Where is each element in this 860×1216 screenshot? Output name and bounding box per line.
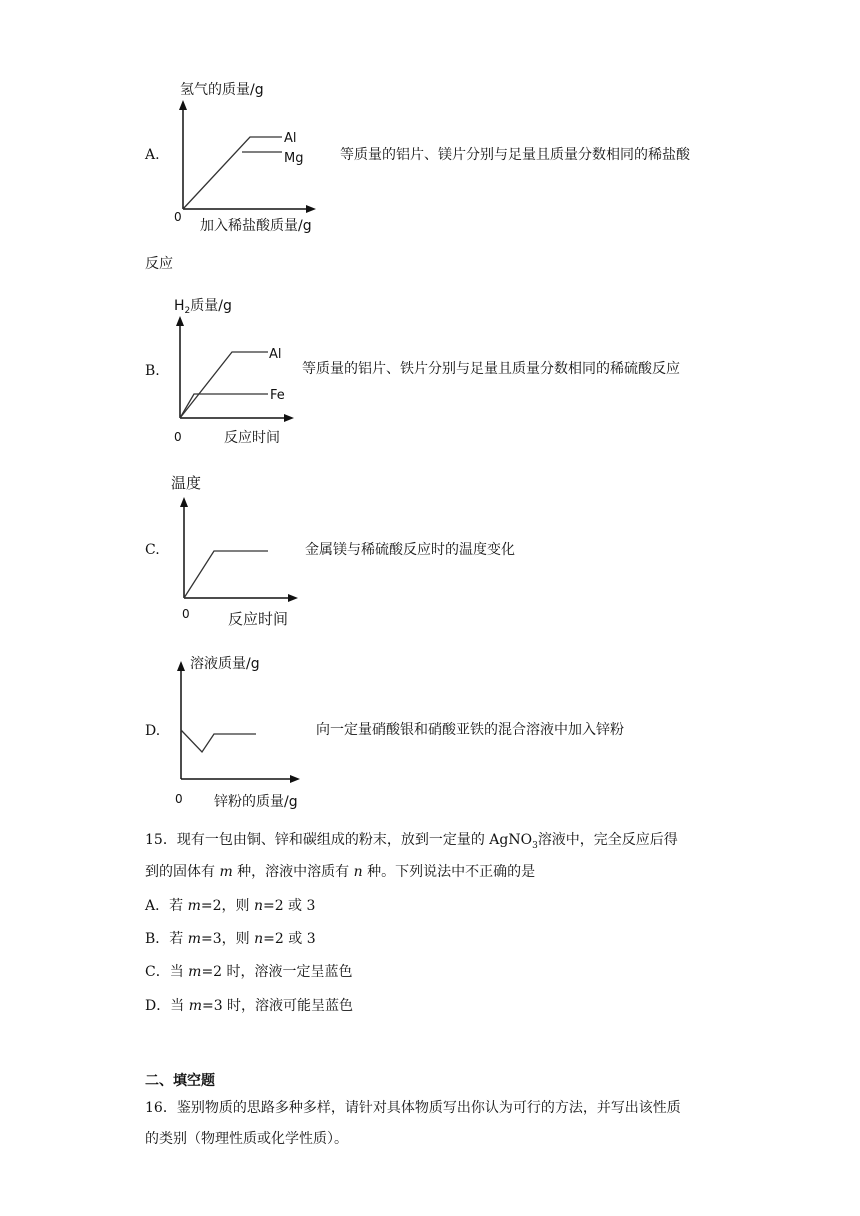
chart-d-y-arrow [177, 661, 185, 671]
chart-a-series-mg: Mg [284, 151, 304, 166]
option-a-desc-cont: 反应 [145, 256, 173, 272]
option-c-letter: C. [145, 542, 160, 558]
option-c-desc: 金属镁与稀硫酸反应时的温度变化 [305, 542, 515, 558]
q15-choice-d: D．当 m=3 时，溶液可能呈蓝色 [145, 998, 354, 1014]
chart-a [170, 76, 340, 236]
q15-choice-a: A．若 m=2，则 n=2 或 3 [145, 898, 316, 914]
chart-a-origin: 0 [174, 210, 182, 224]
option-b-desc: 等质量的铝片、铁片分别与足量且质量分数相同的稀硫酸反应 [302, 361, 680, 377]
option-a-letter: A. [145, 147, 160, 163]
chart-d-xlabel: 锌粉的质量/g [214, 794, 298, 810]
q16-line1: 16．鉴别物质的思路多种多样，请针对具体物质写出你认为可行的方法，并写出该性质 [145, 1100, 681, 1116]
chart-c-line [184, 551, 268, 598]
chart-a-xlabel: 加入稀盐酸质量/g [200, 218, 312, 234]
chart-b-x-arrow [284, 414, 294, 422]
option-d-desc: 向一定量硝酸银和硝酸亚铁的混合溶液中加入锌粉 [316, 722, 624, 738]
q15-choice-c: C．当 m=2 时，溶液一定呈蓝色 [145, 964, 353, 980]
q15-line1: 15．现有一包由铜、锌和碳组成的粉末，放到一定量的 AgNO$_3$溶液中，完全反应后得 [145, 832, 678, 851]
chart-b-series-al: Al [269, 347, 282, 362]
chart-c-x-arrow [288, 594, 298, 602]
q15-line2: 到的固体有 m 种，溶液中溶质有 n 种。下列说法中不正确的是 [145, 864, 536, 880]
chart-b-series-fe: Fe [270, 388, 285, 403]
chart-a-x-arrow [306, 205, 316, 213]
chart-b-line-fe [180, 394, 268, 418]
chart-a-y-arrow [179, 100, 187, 110]
chart-b-line-al [180, 352, 268, 418]
q16-line2: 的类别（物理性质或化学性质）。 [145, 1131, 348, 1147]
option-d-letter: D. [145, 723, 161, 739]
section-heading: 二、填空题 [145, 1073, 215, 1089]
chart-c-y-arrow [180, 497, 188, 507]
chart-a-line-al [183, 137, 282, 209]
option-b-letter: B. [145, 363, 160, 379]
chart-d-origin: 0 [175, 792, 183, 806]
chart-b-xlabel: 反应时间 [224, 430, 280, 446]
chart-b-y-arrow [176, 316, 184, 326]
chart-d-x-arrow [290, 775, 300, 783]
chart-c-xlabel: 反应时间 [228, 610, 289, 628]
chart-d-ylabel: 溶液质量/g [190, 656, 260, 672]
option-a-desc: 等质量的铝片、镁片分别与足量且质量分数相同的稀盐酸 [340, 147, 690, 163]
chart-d-line [181, 730, 256, 752]
chart-c-ylabel: 温度 [171, 474, 202, 492]
chart-c-origin: 0 [182, 607, 190, 621]
chart-b-origin: 0 [174, 430, 182, 444]
chart-a-ylabel: 氢气的质量/g [180, 82, 264, 98]
chart-a-series-al: Al [284, 131, 297, 146]
q15-choice-b: B．若 m=3，则 n=2 或 3 [145, 931, 316, 947]
chart-d [170, 648, 320, 813]
chart-c [168, 470, 308, 632]
chart-b-ylabel: $H_2$质量/g [174, 298, 232, 316]
